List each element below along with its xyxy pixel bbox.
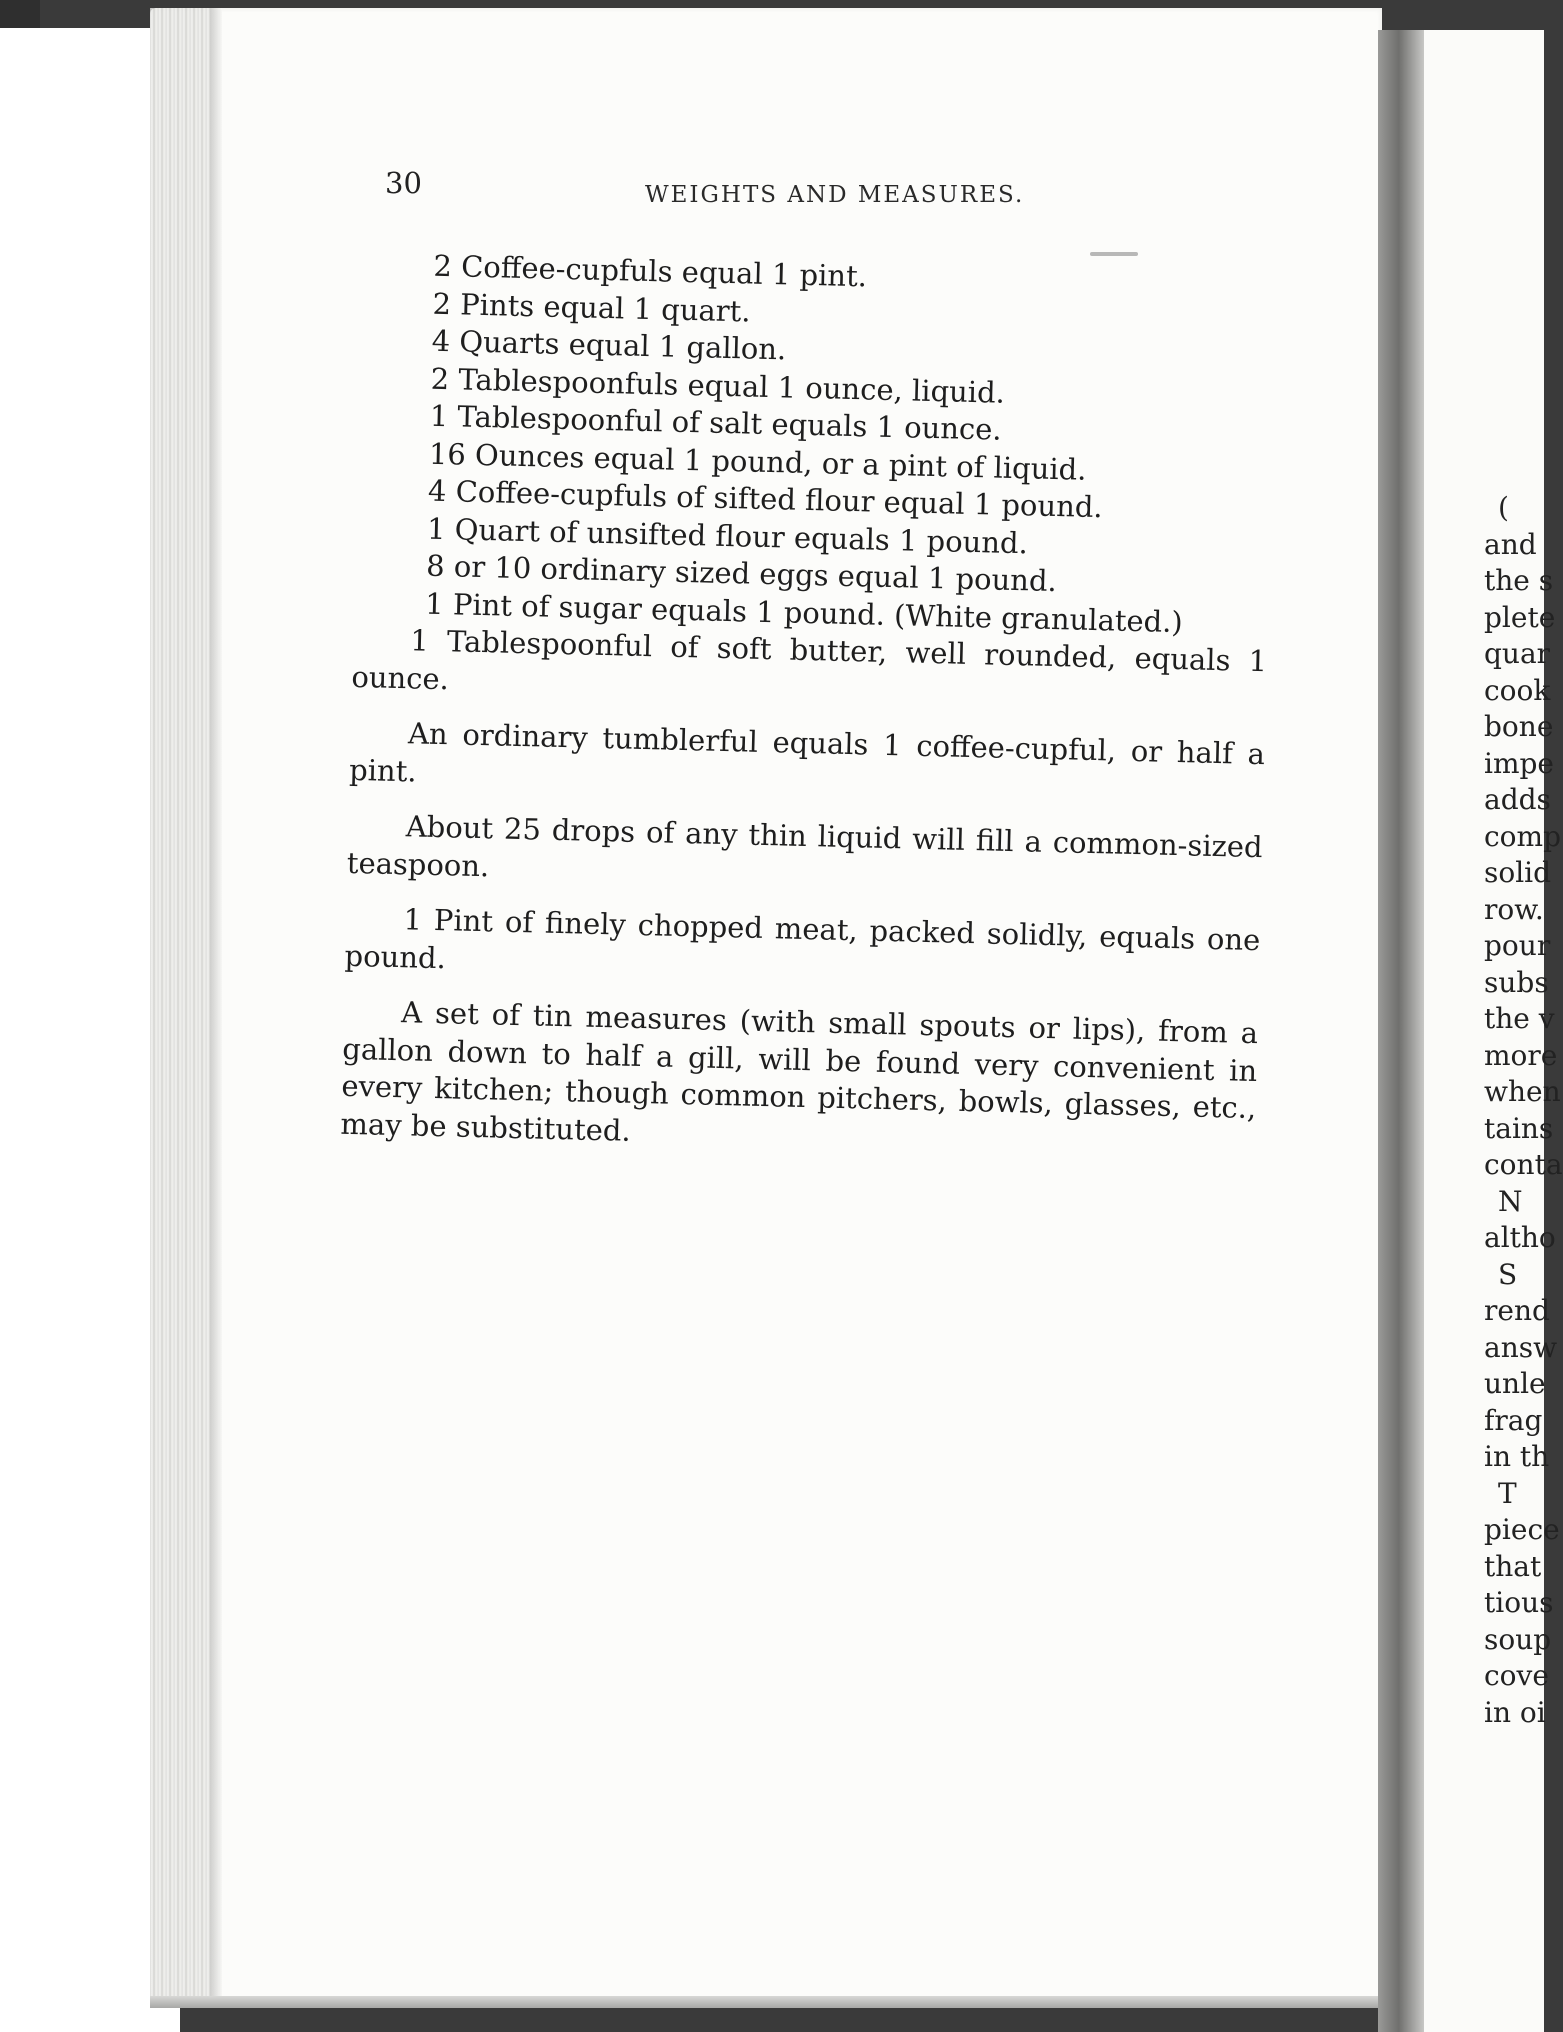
page-bottom-edge xyxy=(150,1996,1382,2008)
page-edge-shadow xyxy=(210,8,222,2008)
right-line: tains xyxy=(1484,1111,1554,1145)
measure-line: 1 Quart of unsifted flour equals 1 pound. xyxy=(426,511,1029,560)
right-line: and xyxy=(1484,527,1537,561)
right-line: impe xyxy=(1484,746,1554,780)
right-line: N xyxy=(1498,1184,1523,1218)
right-line: tious xyxy=(1484,1586,1554,1619)
right-line: when xyxy=(1484,1075,1561,1108)
right-line: rend xyxy=(1484,1294,1550,1327)
right-line: bone xyxy=(1484,710,1554,743)
paragraph: 1 Tablespoonful of soft butter, well rounded, equals 1 ounce. xyxy=(351,623,1268,696)
measure-line: 8 or 10 ordinary sized eggs equal 1 pound. xyxy=(425,548,1058,599)
right-line: S xyxy=(1498,1257,1518,1291)
running-head: WEIGHTS AND MEASURES. xyxy=(645,182,1025,208)
page-body xyxy=(340,246,1277,1165)
right-line: answ xyxy=(1484,1330,1558,1364)
right-line: adds xyxy=(1484,783,1551,816)
measure-line: 1 Tablespoonful of salt equals 1 ounce. xyxy=(429,398,1003,447)
right-line: T xyxy=(1498,1476,1517,1510)
measure-line: 4 Quarts equal 1 gallon. xyxy=(431,323,787,367)
ink-smudge xyxy=(1090,252,1138,256)
measure-line: 4 Coffee-cupfuls of sifted flour equal 1 pound. xyxy=(427,473,1104,525)
right-page-text xyxy=(1484,490,1563,1731)
right-line: cook xyxy=(1484,673,1551,707)
measure-line: 16 Ounces equal 1 pound, or a pint of liquid. xyxy=(428,436,1087,487)
page-number: 30 xyxy=(385,166,422,200)
right-line: that xyxy=(1484,1549,1542,1583)
right-line: comp xyxy=(1484,819,1562,853)
page-edge-stack xyxy=(150,8,210,2008)
measure-line: 2 Pints equal 1 quart. xyxy=(432,286,751,329)
right-line: cove xyxy=(1484,1659,1549,1692)
right-line: in oi xyxy=(1484,1695,1546,1729)
paragraph: A set of tin measures (with small spouts or lips), from a gallon down to half a gill, will be found very convenient in every kitchen; though common pitchers, bowls, glasses, etc., may be substituted. xyxy=(340,995,1259,1148)
paragraph: About 25 drops of any thin liquid will fill a common-sized teaspoon. xyxy=(346,809,1263,883)
paragraph: 1 Pint of finely chopped meat, packed solidly, equals one pound. xyxy=(344,902,1261,975)
measure-line: 1 Pint of sugar equals 1 pound. (White granulated.) xyxy=(424,586,1184,639)
right-line: in th xyxy=(1484,1440,1550,1473)
right-line: altho xyxy=(1484,1221,1556,1254)
paragraph: An ordinary tumblerful equals 1 coffee-cupful, or half a pint. xyxy=(348,716,1266,788)
book-gutter xyxy=(1378,30,1424,2032)
right-line: conta xyxy=(1484,1148,1563,1181)
right-line: piece xyxy=(1484,1513,1560,1546)
measure-line: 2 Coffee-cupfuls equal 1 pint. xyxy=(433,248,868,294)
right-line: the v xyxy=(1484,1002,1555,1035)
right-line: the s xyxy=(1484,564,1554,597)
right-line: quar xyxy=(1484,637,1551,670)
right-line: frag xyxy=(1484,1403,1543,1437)
right-line: more xyxy=(1484,1038,1558,1072)
measure-line: 2 Tablespoonfuls equal 1 ounce, liquid. xyxy=(430,361,1006,410)
right-line: solid xyxy=(1484,856,1552,889)
right-line: pour xyxy=(1484,929,1551,962)
right-line: subs xyxy=(1484,965,1549,999)
right-line: row. xyxy=(1484,892,1544,926)
right-line: unle xyxy=(1484,1367,1546,1400)
right-line: ( xyxy=(1498,491,1509,524)
right-line: plete xyxy=(1484,600,1556,634)
right-line: soup xyxy=(1484,1622,1552,1656)
